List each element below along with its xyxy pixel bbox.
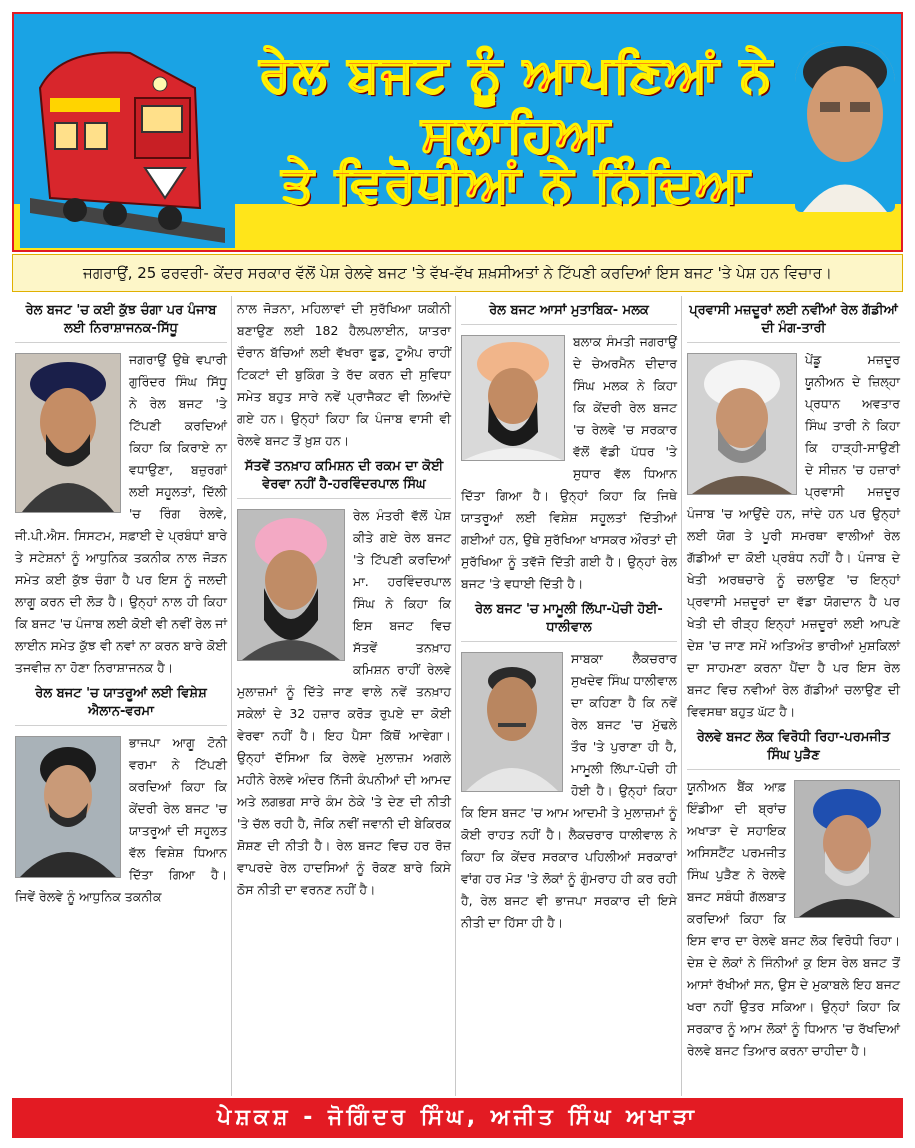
article-body: ਭਾਜਪਾ ਆਗੂ ਟੋਨੀ ਵਰਮਾ ਨੇ ਟਿੱਪਣੀ ਕਰਦਿਆਂ ਕਿਹਾ ਕਿ ਕੇਂਦਰੀ ਰੇਲ ਬਜਟ 'ਚ ਯਾਤਰੂਆਂ ਦੀ ਸਹੂਲਤ ਵੱਲ ਵਿਸ਼ੇਸ਼ ਧਿਆਨ ਦਿੱਤਾ ਗਿਆ ਹੈ। ਜਿਵੇਂ ਰੇਲਵੇ ਨੂੰ ਆਧੁਨਿਕ ਤਕਨੀਕ: [15, 735, 227, 904]
article-harvinderpal: [237, 458, 451, 901]
article-tari: [687, 302, 900, 723]
column-4: [684, 296, 903, 1096]
column-divider: [455, 296, 456, 1096]
article-headline: ਰੇਲ ਬਜਟ 'ਚ ਮਾਮੂਲੀ ਲਿੱਪਾ-ਪੋਚੀ ਹੋਈ-ਧਾਲੀਵਾਲ: [461, 601, 677, 642]
article-body-text: ਯੂਨੀਅਨ ਬੈਂਕ ਆਫ਼ ਇੰਡੀਆ ਦੀ ਬ੍ਰਾਂਚ ਅਖਾੜਾ ਦੇ ਸਹਾਇਕ ਅਸਿਸਟੈਂਟ ਪਰਮਜੀਤ ਸਿੰਘ ਪੁੜੈਣ ਨੇ ਰੇਲਵੇ ਬਜਟ ਸਬੰਧੀ ਗੱਲਬਾਤ ਕਰਦਿਆਂ ਕਿਹਾ ਕਿ ਇਸ ਵਾਰ ਦਾ ਰੇਲਵੇ ਬਜਟ ਲੋਕ ਵਿਰੋਧੀ ਰਿਹਾ। ਦੇਸ਼ ਦੇ ਲੋਕਾਂ ਨੇ ਜਿੰਨੀਆਂ ਕੁ ਇਸ ਰੇਲ ਬਜਟ ਤੋਂ ਆਸਾਂ ਰੱਖੀਆਂ ਸਨ, ਉਸ ਦੇ ਮੁਕਾਬਲੇ ਇਹ ਬਜਟ ਖਰਾ ਨਹੀਂ ਉਤਰ ਸਕਿਆ। ਉਨ੍ਹਾਂ ਕਿਹਾ ਕਿ ਸਰਕਾਰ ਨੂੰ ਆਮ ਲੋਕਾਂ ਨੂੰ ਧਿਆਨ 'ਚ ਰੱਖਦਿਆਂ ਰੇਲਵੇ ਬਜਟ ਤਿਆਰ ਕਰਨਾ ਚਾਹੀਦਾ ਹੈ।: [687, 779, 900, 1058]
article-body: ਬਲਾਕ ਸੰਮਤੀ ਜਗਰਾਉਂ ਦੇ ਚੇਅਰਮੈਨ ਦੀਦਾਰ ਸਿੰਘ ਮਲਕ ਨੇ ਕਿਹਾ ਕਿ ਕੇਂਦਰੀ ਰੇਲ ਬਜਟ 'ਚ ਰੇਲਵੇ 'ਚ ਸਰਕਾਰ ਵੱਲੋਂ ਵੱਡੀ ਪੱਧਰ 'ਤੇ ਸੁਧਾਰ ਵੱਲ ਧਿਆਨ ਦਿੱਤਾ ਗਿਆ ਹੈ। ਉਨ੍ਹਾਂ ਕਿਹਾ ਕਿ ਜਿਥੇ ਯਾਤਰੂਆਂ ਲਈ ਵਿਸ਼ੇਸ਼ ਸਹੂਲਤਾਂ ਦਿੱਤੀਆਂ ਗਈਆਂ ਹਨ, ਉਥੇ ਸੁਰੱਖਿਆ ਖਾਸਕਰ ਔਰਤਾਂ ਦੀ ਸੁਰੱਖਿਆ ਨੂੰ ਤਵੱਜੋ ਦਿੱਤੀ ਗਈ ਹੈ। ਉਨ੍ਹਾਂ ਰੇਲ ਬਜਟ 'ਤੇ ਵਧਾਈ ਦਿੱਤੀ ਹੈ।: [461, 334, 677, 591]
article-headline: ਰੇਲ ਬਜਟ ਆਸਾਂ ਮੁਤਾਬਿਕ- ਮਲਕ: [461, 302, 677, 325]
photo-varma: [15, 736, 121, 878]
photo-sidhu: [15, 353, 121, 513]
photo-malak: [461, 335, 565, 461]
column-divider: [681, 296, 682, 1096]
minister-portrait: [795, 42, 895, 212]
photo-tari: [687, 353, 797, 495]
article-body-continued: ਨਾਲ ਜੋੜਨਾ, ਮਹਿਲਾਵਾਂ ਦੀ ਸੁਰੱਖਿਆ ਯਕੀਨੀ ਬਣਾਉਣ ਲਈ 182 ਹੈਲਪਲਾਈਨ, ਯਾਤਰਾ ਦੌਰਾਨ ਬੱਚਿਆਂ ਲਈ ਵੱਖਰਾ ਫੂਡ, ਟੂਐਪ ਰਾਹੀਂ ਟਿਕਟਾਂ ਦੀ ਬੁਕਿੰਗ ਤੇ ਰੱਦ ਕਰਨ ਦੀ ਸੁਵਿਧਾ ਸਮੇਤ ਬਹੁਤ ਸਾਰੇ ਨਵੇਂ ਪ੍ਰਾਜੈਕਟ ਵੀ ਲਿਆਂਦੇ ਗਏ ਹਨ। ਉਨ੍ਹਾਂ ਕਿਹਾ ਕਿ ਪੰਜਾਬ ਵਾਸੀ ਵੀ ਰੇਲਵੇ ਬਜਟ ਤੋਂ ਖ਼ੁਸ਼ ਹਨ।: [237, 301, 451, 448]
article-body: [687, 776, 900, 1062]
column-2: [234, 296, 454, 1096]
column-1: [12, 296, 230, 1096]
article-headline: ਪ੍ਰਵਾਸੀ ਮਜ਼ਦੂਰਾਂ ਲਈ ਨਵੀਂਆਂ ਰੇਲ ਗੱਡੀਆਂ ਦੀ ਮੰਗ-ਤਾਰੀ: [687, 302, 900, 343]
article-headline: ਸੱਤਵੇਂ ਤਨਖ਼ਾਹ ਕਮਿਸ਼ਨ ਦੀ ਰਕਮ ਦਾ ਕੋਈ ਵੇਰਵਾ ਨਹੀਂ ਹੈ-ਹਰਵਿੰਦਰਪਾਲ ਸਿੰਘ: [237, 458, 451, 499]
article-body: ਜਗਰਾਉਂ ਉਥੇ ਵਪਾਰੀ ਗੁਰਿੰਦਰ ਸਿੰਘ ਸਿੱਧੂ ਨੇ ਰੇਲ ਬਜਟ 'ਤੇ ਟਿੱਪਣੀ ਕਰਦਿਆਂ ਕਿਹਾ ਕਿ ਕਿਰਾਏ ਨਾ ਵਧਾਉਣਾ, ਬਜ਼ੁਰਗਾਂ ਲਈ ਸਹੂਲਤਾਂ, ਦਿੱਲੀ 'ਚ ਰਿੰਗ ਰੇਲਵੇ, ਜੀ.ਪੀ.ਐਸ. ਸਿਸਟਮ, ਸਫ਼ਾਈ ਦੇ ਪ੍ਰਬੰਧਾਂ ਬਾਰੇ ਤੇ ਸਟੇਸ਼ਨਾਂ ਨੂੰ ਆਧੁਨਿਕ ਤਕਨੀਕ ਨਾਲ ਜੋੜਨ ਸਮੇਤ ਕਈ ਕੁੱਝ ਚੰਗਾ ਹੈ ਪਰ ਇਸ ਨੂੰ ਜਲਦੀ ਲਾਗੂ ਕਰਨ ਦੀ ਲੋੜ ਹੈ। ਉਨ੍ਹਾਂ ਨਾਲ ਹੀ ਕਿਹਾ ਕਿ ਬਜਟ 'ਚ ਪੰਜਾਬ ਲਈ ਕੋਈ ਵੀ ਨਵੀਂ ਰੇਲ ਜਾਂ ਲਾਈਨ ਸਮੇਤ ਕੁੱਝ ਵੀ ਨਵਾਂ ਨਾ ਕਰਨ ਬਾਰੇ ਕੋਈ ਤਜਵੀਜ਼ ਨਾ ਹੋਣਾ ਨਿਰਾਸ਼ਾਜਨਕ ਹੈ।: [15, 352, 227, 675]
header-banner: [12, 12, 903, 252]
banner-title-line1: ਰੇਲ ਬਜਟ ਨੂੰ ਆਪਣਿਆਂ ਨੇ ਸਲਾਹਿਆ: [259, 45, 774, 163]
column-divider: [231, 296, 232, 1096]
article-sidhu: [15, 302, 227, 679]
photo-purain: [794, 780, 900, 918]
banner-title-line2: ਤੇ ਵਿਰੋਧੀਆਂ ਨੇ ਨਿੰਦਿਆ: [281, 155, 752, 213]
article-headline: ਰੇਲਵੇ ਬਜਟ ਲੋਕ ਵਿਰੋਧੀ ਰਿਹਾ-ਪਰਮਜੀਤ ਸਿੰਘ ਪੁੜੈਣ: [687, 729, 900, 770]
column-3: [458, 296, 680, 1096]
train-illustration: [20, 28, 235, 248]
article-dhaliwal: [461, 601, 677, 934]
photo-harvinderpal: [237, 509, 345, 661]
article-headline: ਰੇਲ ਬਜਟ 'ਚ ਕਈ ਕੁੱਝ ਚੰਗਾ ਪਰ ਪੰਜਾਬ ਲਈ ਨਿਰਾਸ਼ਾਜਨਕ-ਸਿੱਧੂ: [15, 302, 227, 343]
article-malak: [461, 302, 677, 595]
intro-line: ਜਗਰਾਉਂ, 25 ਫਰਵਰੀ- ਕੇਂਦਰ ਸਰਕਾਰ ਵੱਲੋਂ ਪੇਸ਼ ਰੇਲਵੇ ਬਜਟ 'ਤੇ ਵੱਖ-ਵੱਖ ਸ਼ਖ਼ਸੀਅਤਾਂ ਨੇ ਟਿੱਪਣੀ ਕਰਦਿਆਂ ਇਸ ਬਜਟ 'ਤੇ ਪੇਸ਼ ਹਨ ਵਿਚਾਰ।: [12, 254, 903, 292]
photo-dhaliwal: [461, 652, 563, 792]
article-body: ਸਾਬਕਾ ਲੈਕਚਰਾਰ ਸੁਖਦੇਵ ਸਿੰਘ ਧਾਲੀਵਾਲ ਦਾ ਕਹਿਣਾ ਹੈ ਕਿ ਨਵੇਂ ਰੇਲ ਬਜਟ 'ਚ ਮੁੱਢਲੇ ਤੌਰ 'ਤੇ ਪੁਰਾਣਾ ਹੀ ਹੈ, ਮਾਮੂਲੀ ਲਿੱਪਾ-ਪੋਚੀ ਹੀ ਹੋਈ ਹੈ। ਉਨ੍ਹਾਂ ਕਿਹਾ ਕਿ ਇਸ ਬਜਟ 'ਚ ਆਮ ਆਦਮੀ ਤੇ ਮੁਲਾਜ਼ਮਾਂ ਨੂੰ ਕੋਈ ਰਾਹਤ ਨਹੀਂ ਹੈ। ਲੈਕਚਰਾਰ ਧਾਲੀਵਾਲ ਨੇ ਕਿਹਾ ਕਿ ਕੇਂਦਰ ਸਰਕਾਰ ਪਹਿਲੀਆਂ ਸਰਕਾਰਾਂ ਵਾਂਗ ਹਰ ਮੋੜ 'ਤੇ ਲੋਕਾਂ ਨੂੰ ਗੁੰਮਰਾਹ ਹੀ ਕਰ ਰਹੀ ਹੈ, ਰੇਲ ਬਜਟ ਵੀ ਭਾਜਪਾ ਸਰਕਾਰ ਦੀ ਇਸੇ ਨੀਤੀ ਦਾ ਹਿੱਸਾ ਹੀ ਹੈ।: [461, 651, 677, 930]
article-body: ਰੇਲ ਮੰਤਰੀ ਵੱਲੋਂ ਪੇਸ਼ ਕੀਤੇ ਗਏ ਰੇਲ ਬਜਟ 'ਤੇ ਟਿੱਪਣੀ ਕਰਦਿਆਂ ਮਾ. ਹਰਵਿੰਦਰਪਾਲ ਸਿੰਘ ਨੇ ਕਿਹਾ ਕਿ ਇਸ ਬਜਟ ਵਿਚ ਸੱਤਵੇਂ ਤਨਖ਼ਾਹ ਕਮਿਸ਼ਨ ਰਾਹੀਂ ਰੇਲਵੇ ਮੁਲਾਜ਼ਮਾਂ ਨੂੰ ਦਿੱਤੇ ਜਾਣ ਵਾਲੇ ਨਵੇਂ ਤਨਖ਼ਾਹ ਸਕੇਲਾਂ ਦੇ 32 ਹਜ਼ਾਰ ਕਰੋੜ ਰੁਪਏ ਦਾ ਕੋਈ ਵੇਰਵਾ ਨਹੀਂ ਹੈ। ਇਹ ਪੈਸਾ ਕਿੱਥੋਂ ਆਵੇਗਾ। ਉਨ੍ਹਾਂ ਦੱਸਿਆ ਕਿ ਰੇਲਵੇ ਮੁਲਾਜ਼ਮ ਅਗਲੇ ਮਹੀਨੇ ਰੇਲਵੇ ਅੰਦਰ ਨਿੱਜੀ ਕੰਪਨੀਆਂ ਦੀ ਆਮਦ ਅਤੇ ਲਗਭਗ ਸਾਰੇ ਕੰਮ ਠੇਕੇ 'ਤੇ ਦੇਣ ਦੀ ਨੀਤੀ 'ਤੇ ਚੱਲ ਰਹੀ ਹੈ, ਜੋਕਿ ਨਵੀਂ ਜਵਾਨੀ ਦੀ ਬੇਕਿਰਕ ਸ਼ੋਸ਼ਣ ਦੀ ਨੀਤੀ ਹੈ। ਰੇਲ ਬਜਟ ਵਿਚ ਹਰ ਰੋਜ਼ ਵਾਪਰਦੇ ਰੇਲ ਹਾਦਸਿਆਂ ਨੂੰ ਰੋਕਣ ਬਾਰੇ ਕਿਸੇ ਠੋਸ ਨੀਤੀ ਦਾ ਵਰਨਣ ਨਹੀਂ ਹੈ।: [237, 508, 451, 897]
article-headline: ਰੇਲ ਬਜਟ 'ਚ ਯਾਤਰੂਆਂ ਲਈ ਵਿਸ਼ੇਸ਼ ਐਲਾਨ-ਵਰਮਾ: [15, 685, 227, 726]
article-purain: [687, 729, 900, 1062]
article-body: ਪੇਂਡੂ ਮਜ਼ਦੂਰ ਯੂਨੀਅਨ ਦੇ ਜ਼ਿਲ੍ਹਾ ਪ੍ਰਧਾਨ ਅਵਤਾਰ ਸਿੰਘ ਤਾਰੀ ਨੇ ਕਿਹਾ ਕਿ ਹਾੜ੍ਹੀ-ਸਾਉਣੀ ਦੇ ਸੀਜ਼ਨ 'ਚ ਹਜ਼ਾਰਾਂ ਪ੍ਰਵਾਸੀ ਮਜ਼ਦੂਰ ਪੰਜਾਬ 'ਚ ਆਉਂਦੇ ਹਨ, ਜਾਂਦੇ ਹਨ ਪਰ ਉਨ੍ਹਾਂ ਲਈ ਯੋਗ ਤੇ ਪੂਰੀ ਸਮਰਥਾ ਵਾਲੀਆਂ ਰੇਲ ਗੱਡੀਆਂ ਦਾ ਕੋਈ ਪ੍ਰਬੰਧ ਨਹੀਂ ਹੈ। ਪੰਜਾਬ ਦੇ ਖੇਤੀ ਅਰਥਚਾਰੇ ਨੂੰ ਚਲਾਉਣ 'ਚ ਇਨ੍ਹਾਂ ਪ੍ਰਵਾਸੀ ਮਜ਼ਦੂਰਾਂ ਦਾ ਵੱਡਾ ਯੋਗਦਾਨ ਹੈ ਪਰ ਖੇਤੀ ਦੀ ਰੀੜ੍ਹ ਇਨ੍ਹਾਂ ਮਜ਼ਦੂਰਾਂ ਲਈ ਆਪਣੇ ਦੇਸ਼ 'ਚ ਜਾਣ ਸਮੇਂ ਅਤਿਅੰਤ ਭਾਰੀਆਂ ਮੁਸ਼ਕਿਲਾਂ ਦਾ ਸਾਹਮਣਾ ਕਰਨਾ ਪੈਂਦਾ ਹੈ ਪਰ ਇਸ ਰੇਲ ਬਜਟ ਵਿਚ ਨਵੀਆਂ ਰੇਲ ਗੱਡੀਆਂ ਚਲਾਉਣ ਦੀ ਵਿਵਸਥਾ ਬਹੁਤ ਘੱਟ ਹੈ।: [687, 352, 900, 719]
footer-credit: ਪੇਸ਼ਕਸ਼ - ਜੋਗਿੰਦਰ ਸਿੰਘ, ਅਜੀਤ ਸਿੰਘ ਅਖਾੜਾ: [12, 1098, 903, 1138]
article-varma: [15, 685, 227, 908]
